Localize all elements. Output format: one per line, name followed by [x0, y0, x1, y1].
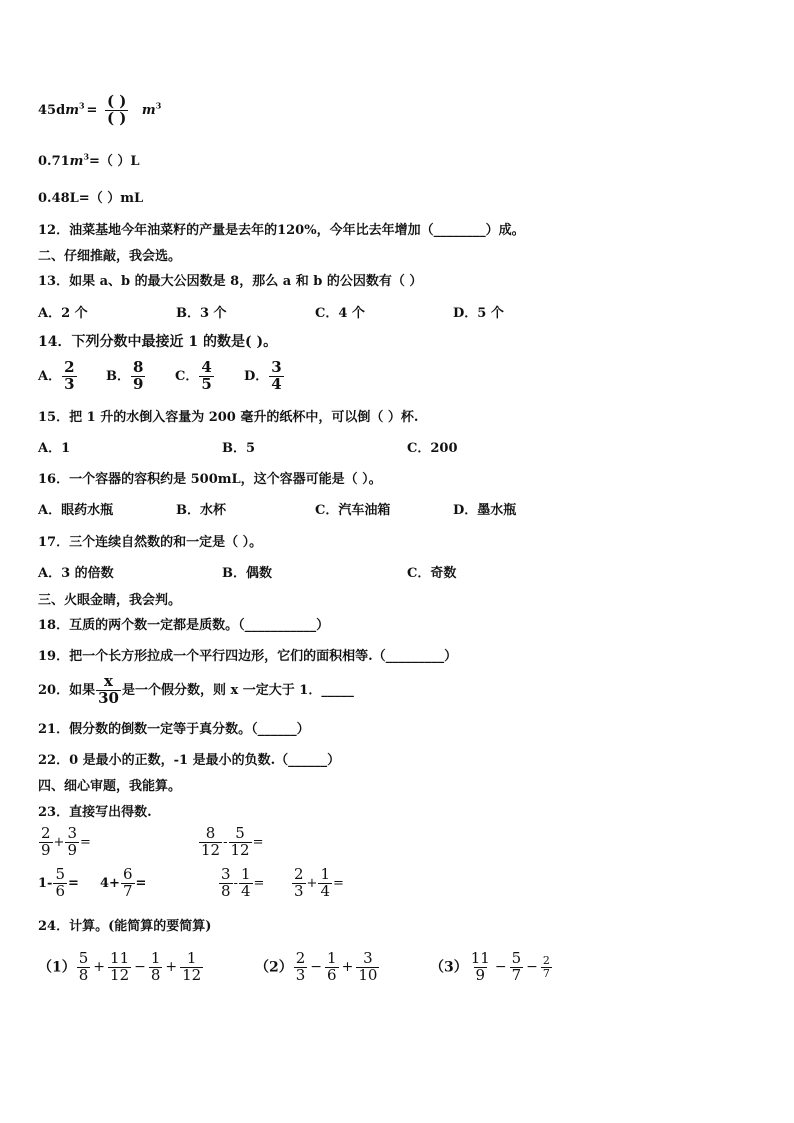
question-15: 15．把 1 升的水倒入容量为 200 毫升的纸杯中，可以倒（ ）杯. [38, 410, 419, 425]
q16-option-b: B．水杯 [176, 503, 226, 518]
q23-expr-4: 4+ $\frac{6}{7}$ = [100, 865, 147, 900]
question-24: 24．计算。(能简算的要简算) [38, 919, 212, 934]
q17-option-a: A．3 的倍数 [38, 566, 114, 581]
q24-expr-1: （1） $\frac{5}{8}$ + $\frac{11}{12}$ − $\frac{1}{8}$ + $\frac{1}{12}$ [38, 949, 202, 984]
question-20: 20．如果 $\frac{x}{30}$ 是一个假分数，则 x 一定大于 1．_____ [38, 672, 354, 707]
q13-option-d: D．5 个 [453, 306, 504, 321]
q23-expr-5: $\frac{3}{8}$ - $\frac{1}{4}$ = [221, 865, 265, 900]
question-23: 23．直接写出得数. [38, 805, 152, 820]
question-17: 17．三个连续自然数的和一定是（ ）。 [38, 535, 263, 550]
question-14: 14．下列分数中最接近 1 的数是( )。 [38, 334, 278, 350]
q14-option-b: B． $\frac{8}{9}$ [106, 358, 144, 393]
section-3-heading: 三、火眼金睛，我会判。 [38, 593, 182, 608]
q13-option-c: C．4 个 [315, 306, 365, 321]
q14-option-a: A． $\frac{2}{3}$ [38, 358, 75, 393]
question-22: 22．0 是最小的正数，-1 是最小的负数.（______） [38, 753, 341, 768]
q16-option-c: C．汽车油箱 [315, 503, 391, 518]
q13-option-a: A．2 个 [38, 306, 88, 321]
question-18: 18．互质的两个数一定都是质数。（___________） [38, 618, 330, 633]
q17-option-c: C．奇数 [407, 566, 457, 581]
q20-fraction: $\frac{x}{30}$ [98, 672, 119, 707]
q23-expr-3: 1- $\frac{5}{6}$ = [38, 865, 79, 900]
question-16: 16．一个容器的容积约是 500mL，这个容器可能是（ ）。 [38, 472, 382, 487]
section-2-heading: 二、仔细推敲，我会选。 [38, 249, 182, 264]
q23-expr-1: $\frac{2}{9}$ + $\frac{3}{9}$ = [41, 824, 91, 859]
q24-expr-3: （3） $\frac{11}{9}$ − $\frac{5}{7}$ − $\frac{2}{7}$ [430, 949, 550, 984]
q16-option-d: D．墨水瓶 [453, 503, 517, 518]
q15-option-c: C．200 [407, 441, 458, 456]
q23-expr-6: $\frac{2}{3}$ + $\frac{1}{4}$ = [294, 865, 344, 900]
q15-option-b: B．5 [222, 441, 256, 456]
q14-option-c: C． $\frac{4}{5}$ [175, 358, 212, 393]
conv-fraction: $\frac{( )}{( )}$ [106, 92, 127, 127]
question-19: 19．把一个长方形拉成一个平行四边形，它们的面积相等.（_________） [38, 649, 458, 664]
q13-option-b: B．3 个 [176, 306, 227, 321]
q14-option-d: D． $\frac{3}{4}$ [244, 358, 282, 393]
conv-line-b: $0.71m^3=$（ ）L [38, 151, 140, 169]
q24-expr-2: （2） $\frac{2}{3}$ − $\frac{1}{6}$ + $\frac{3}{10}$ [255, 949, 378, 984]
question-12: 12．油菜基地今年油菜籽的产量是去年的120%，今年比去年增加（________）成。 [38, 223, 525, 238]
q17-option-b: B．偶数 [222, 566, 272, 581]
q16-option-a: A．眼药水瓶 [38, 503, 114, 518]
section-4-heading: 四、细心审题，我能算。 [38, 779, 182, 794]
question-13: 13．如果 a、b 的最大公因数是 8，那么 a 和 b 的公因数有（ ） [38, 274, 423, 289]
question-21: 21．假分数的倒数一定等于真分数。（______） [38, 722, 310, 737]
q15-option-a: A．1 [38, 441, 71, 456]
conv-line-c: 0.48L=（ ）mL [38, 191, 144, 206]
conv-line-a: $45dm^3$ = $\frac{( )}{( )}$ $m^3$ [38, 92, 162, 127]
q23-expr-2: $\frac{8}{12}$ - $\frac{5}{12}$ = [201, 824, 264, 859]
